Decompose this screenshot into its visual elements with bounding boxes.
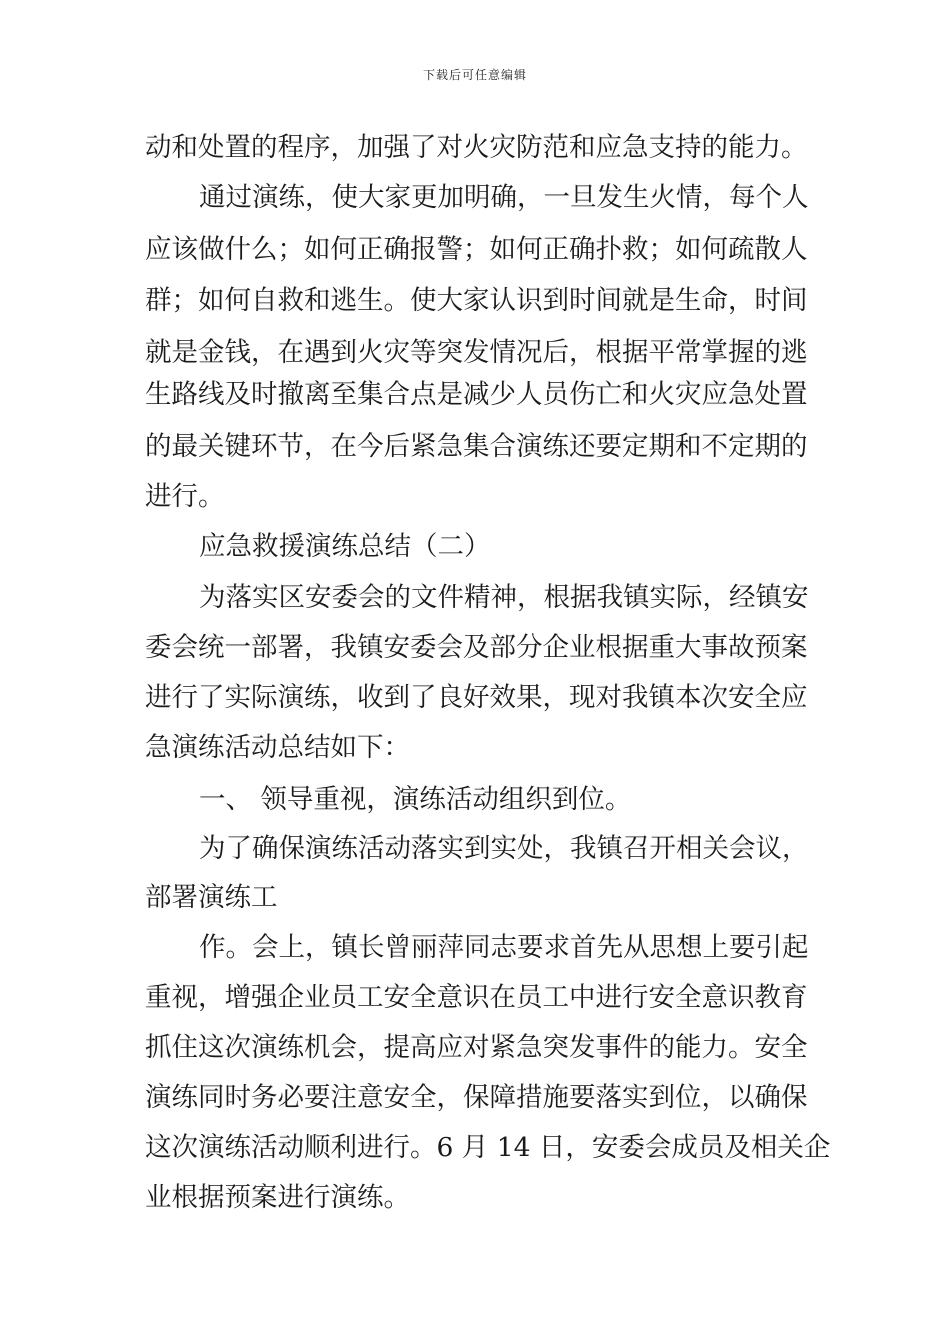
body-line: 业根据预案进行演练。 <box>145 1182 410 1213</box>
body-line: 进行。 <box>145 481 225 512</box>
body-line: 为了确保演练活动落实到实处，我镇召开相关会议， <box>199 833 809 864</box>
body-line: 生路线及时撤离至集合点是减少人员伤亡和火灾应急处置 <box>145 379 808 410</box>
body-line: 进行了实际演练，收到了良好效果，现对我镇本次安全应 <box>145 682 808 713</box>
body-line: 为落实区安委会的文件精神，根据我镇实际，经镇安 <box>199 582 809 613</box>
body-line: 演练同时务必要注意安全，保障措施要落实到位，以确保 <box>145 1082 808 1113</box>
page-header: 下载后可任意编辑 <box>422 68 527 82</box>
body-line: 急演练活动总结如下： <box>145 732 410 763</box>
body-line: 重视，增强企业员工安全意识在员工中进行安全意识教育 <box>145 982 808 1013</box>
section-heading: 应急救援演练总结（二） <box>199 531 491 562</box>
body-line: 的最关键环节，在今后紧急集合演练还要定期和不定期的 <box>145 431 808 462</box>
body-line: 就是金钱，在遇到火灾等突发情况后，根据平常掌握的逃 <box>145 337 808 368</box>
body-line: 群；如何自救和逃生。使大家认识到时间就是生命，时间 <box>145 285 808 316</box>
body-line: 抓住这次演练机会，提高应对紧急突发事件的能力。安全 <box>145 1032 808 1063</box>
body-line: 作。会上，镇长曾丽萍同志要求首先从思想上要引起 <box>199 932 809 963</box>
body-line: 动和处置的程序，加强了对火灾防范和应急支持的能力。 <box>145 132 808 163</box>
body-line: 委会统一部署，我镇安委会及部分企业根据重大事故预案 <box>145 632 808 663</box>
body-line: 部署演练工 <box>145 882 278 913</box>
list-heading: 一、 领导重视，演练活动组织到位。 <box>199 784 632 815</box>
body-line: 通过演练，使大家更加明确，一旦发生火情，每个人 <box>199 182 809 213</box>
body-line: 应该做什么；如何正确报警；如何正确扑救；如何疏散人 <box>145 234 808 265</box>
body-line: 这次演练活动顺利进行。6 月 14 日，安委会成员及相关企 <box>145 1132 831 1163</box>
